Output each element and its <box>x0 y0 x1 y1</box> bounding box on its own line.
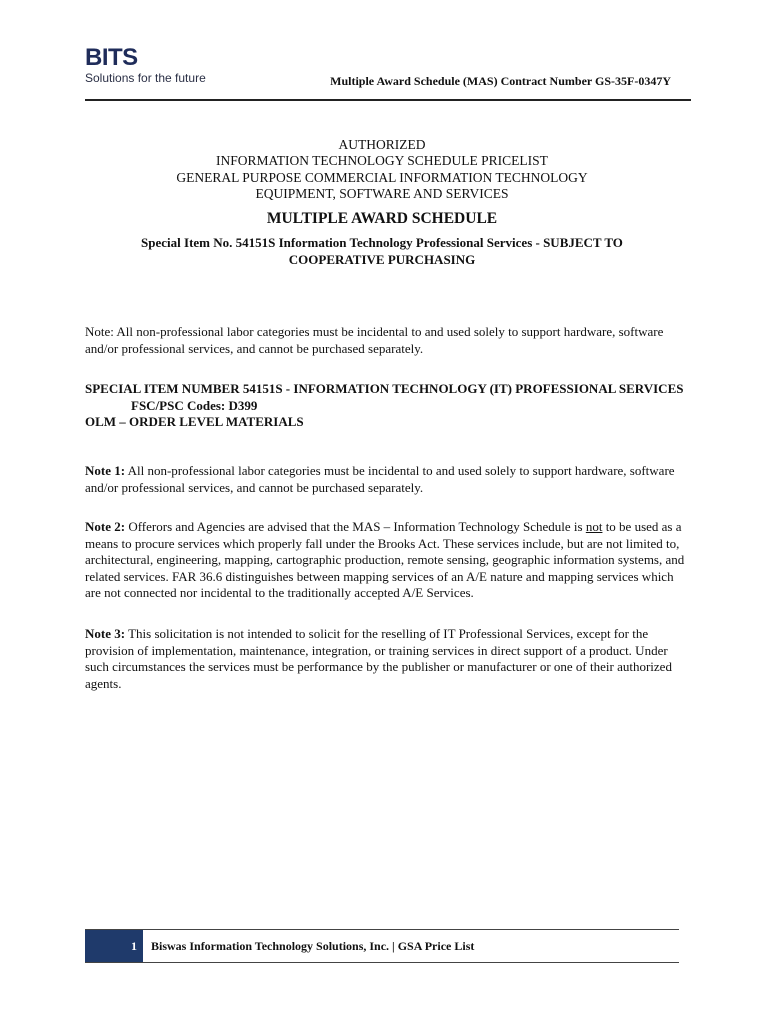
sin-heading <box>85 381 685 431</box>
olm-heading: OLM – ORDER LEVEL MATERIALS <box>85 414 304 430</box>
title-line-4: EQUIPMENT, SOFTWARE AND SERVICES <box>255 185 509 201</box>
schedule-heading: MULTIPLE AWARD SCHEDULE <box>266 210 498 227</box>
note-2: Note 2: Offerors and Agencies are advised that the MAS – Information Technology Schedule is not to be used as a means to procure services which properly fall under the Brooks Act. These services include, but are not limited to, architectural, engineering, mapping, cartographic production, remote sensing, geographic information systems, and related services. FAR 36.6 distinguishes between mapping services of an A/E nature and mapping services which are not connected nor incidental to the traditionally accepted A/E Services. <box>85 519 685 601</box>
note-general: Note: All non-professional labor categories must be incidental to and used solely to support hardware, software and/or professional services, and cannot be purchased separately. <box>85 324 664 356</box>
special-item-heading: Special Item No. 54151S Information Technology Professional Services - SUBJECT TO COOPERATIVE PURCHASING <box>141 235 623 267</box>
note-2-emphasis: not <box>585 519 603 534</box>
pricelist-title <box>85 137 679 202</box>
fsc-codes: FSC/PSC Codes: D399 <box>131 397 258 413</box>
note-3-label: Note 3: <box>85 626 126 641</box>
note-1-label: Note 1: <box>85 463 126 478</box>
logo-mark: BITS <box>85 44 138 71</box>
note-3-text: This solicitation is not intended to solicit for the reselling of IT Professional Services, except for the provision of implementation, maintenance, integration, or training services in direct support of a product. Under such circumstances the services must be performance by the publisher or manufacturer or one of their authorized agents. <box>85 626 672 691</box>
title-line-1: AUTHORIZED <box>338 137 426 152</box>
sin-title: SPECIAL ITEM NUMBER 54151S - INFORMATION TECHNOLOGY (IT) PROFESSIONAL SERVICES <box>85 381 684 396</box>
note-2-label: Note 2: <box>85 519 126 534</box>
page-footer <box>85 929 679 963</box>
company-logo <box>85 46 225 91</box>
header-divider <box>85 99 691 101</box>
note-1-text: All non-professional labor categories must be incidental to and used solely to support hardware, software and/or professional services, and cannot be purchased separately. <box>85 463 675 495</box>
title-line-3: GENERAL PURPOSE COMMERCIAL INFORMATION TECHNOLOGY <box>176 169 588 185</box>
note-1 <box>85 463 685 496</box>
contract-number-header: Multiple Award Schedule (MAS) Contract Number GS-35F-0347Y <box>330 74 671 88</box>
note-3 <box>85 626 685 692</box>
logo-tagline: Solutions for the future <box>85 71 206 85</box>
title-line-2: INFORMATION TECHNOLOGY SCHEDULE PRICELIST <box>216 153 548 169</box>
page-number: 1 <box>85 930 143 962</box>
footer-company: Biswas Information Technology Solutions, Inc. | GSA Price List <box>151 938 475 953</box>
